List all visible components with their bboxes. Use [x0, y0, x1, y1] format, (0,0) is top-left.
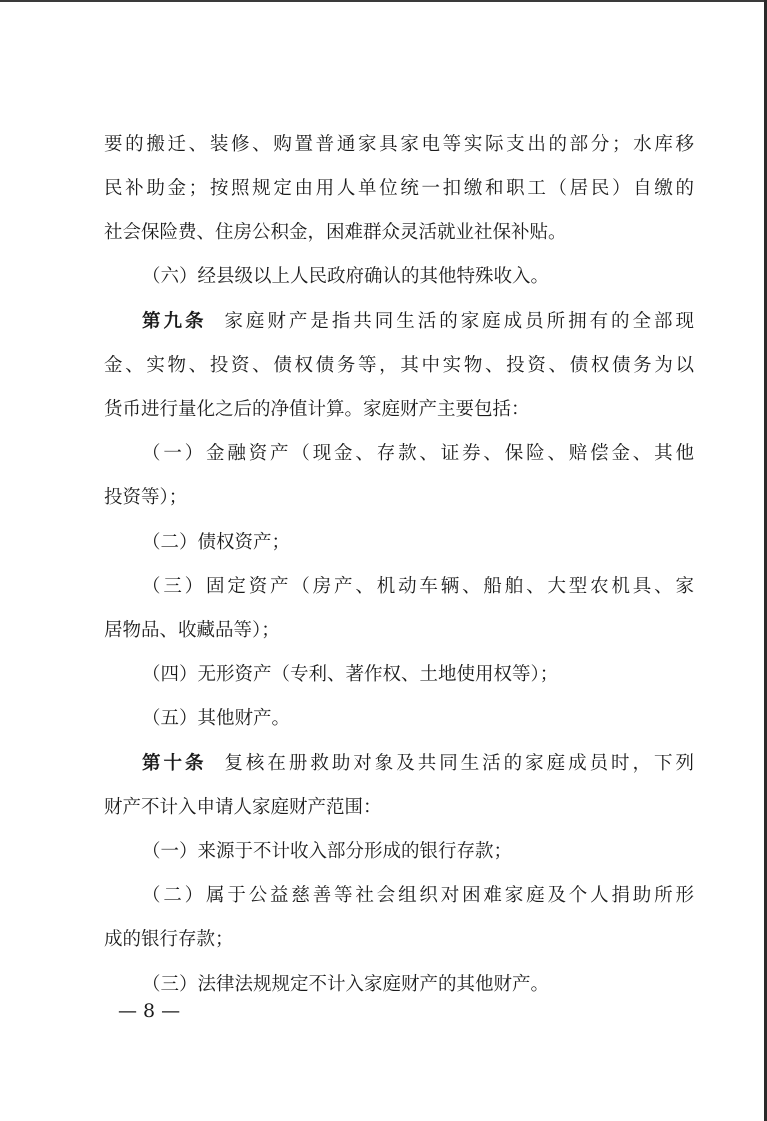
article-heading: 第九条	[142, 311, 207, 332]
text-line: （一）来源于不计收入部分形成的银行存款；	[142, 841, 513, 862]
text-line: （一）金融资产（现金、存款、证券、保险、赔偿金、其他	[142, 443, 694, 464]
scan-top-edge	[0, 0, 767, 2]
text-line: 投资等）；	[104, 487, 188, 508]
text-line: （二）债权资产；	[142, 532, 291, 553]
article-9-paragraph	[142, 307, 694, 337]
text-line: （四）无形资产（专利、著作权、土地使用权等）；	[142, 664, 559, 685]
text-line: 家庭财产是指共同生活的家庭成员所拥有的全部现	[224, 311, 694, 332]
text-line: （二）属于公益慈善等社会组织对困难家庭及个人捐助所形	[142, 885, 694, 906]
text-line: 货币进行量化之后的净值计算。家庭财产主要包括：	[104, 399, 530, 420]
text-line: 居物品、收藏品等）；	[104, 620, 280, 641]
text-line: 社会保险费、住房公积金，困难群众灵活就业社保补贴。	[104, 222, 567, 243]
text-line: 财产不计入申请人家庭财产范围：	[104, 797, 382, 818]
text-line: 要的搬迁、装修、购置普通家具家电等实际支出的部分；水库移	[104, 134, 694, 155]
text-line: （六）经县级以上人民政府确认的其他特殊收入。	[142, 266, 550, 287]
text-line: （三）固定资产（房产、机动车辆、船舶、大型农机具、家	[142, 576, 694, 597]
text-line: 复核在册救助对象及共同生活的家庭成员时，下列	[224, 753, 694, 774]
text-line: 成的银行存款；	[104, 929, 234, 950]
text-line: 民补助金；按照规定由用人单位统一扣缴和职工（居民）自缴的	[104, 178, 694, 199]
text-line: （五）其他财产。	[142, 708, 291, 729]
article-10-paragraph	[142, 749, 694, 779]
text-line: （三）法律法规规定不计入家庭财产的其他财产。	[142, 974, 550, 995]
text-line: 金、实物、投资、债权债务等，其中实物、投资、债权债务为以	[104, 355, 694, 376]
page-number: — 8 —	[118, 1000, 181, 1022]
article-heading: 第十条	[142, 753, 207, 774]
